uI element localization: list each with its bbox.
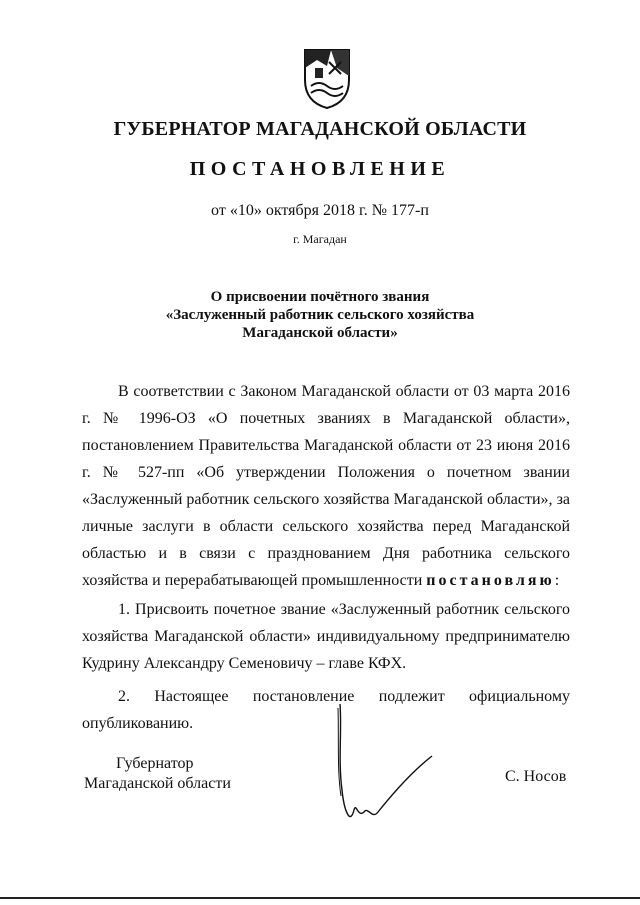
document-body	[82, 378, 570, 737]
paragraph-preamble	[82, 378, 570, 594]
preamble-text: В соответствии с Законом Магаданской области от 03 марта 2016 г. № 1996-ОЗ «О почетных званиях в Магаданской области», постановлением Правительства Магаданской области от 23 июня 2016 г. № 527-пп «Об утверждении Положения о почетном звании «Заслуженный работник сельского хозяйства Магаданской области», за личные заслуги в области сельского хозяйства перед Магаданской областью и в связи с празднованием Дня работника сельского хозяйства и перерабатывающей промышленности	[82, 383, 570, 589]
decree-word: постановляю	[426, 572, 555, 589]
signer-name: С. Носов	[505, 768, 567, 785]
page-title: ГУБЕРНАТОР МАГАДАНСКОЙ ОБЛАСТИ	[113, 118, 527, 140]
date-number: от «10» октября 2018 г. № 177-п	[211, 202, 429, 219]
paragraph-item-1: 1. Присвоить почетное звание «Заслуженный работник сельского хозяйства Магаданской области» индивидуальному предпринимателю Кудрину Александру Семеновичу – главе КФХ.	[82, 601, 570, 672]
handwritten-signature	[328, 700, 448, 840]
document-type: ПОСТАНОВЛЕНИЕ	[189, 158, 451, 180]
subject-line-3: Магаданской области»	[242, 325, 398, 341]
paragraph-item-2: 2. Настоящее постановление подлежит официальному опубликованию.	[82, 688, 570, 732]
coat-of-arms-icon	[301, 46, 353, 110]
signer-position-line-1: Губернатор	[116, 755, 194, 772]
signer-position	[84, 754, 231, 794]
city-label: г. Магадан	[293, 232, 347, 246]
subject-heading	[100, 288, 540, 342]
signer-position-line-2: Магаданской области	[84, 775, 231, 792]
subject-line-1: О присвоении почётного звания	[210, 289, 430, 305]
decree-colon: :	[554, 572, 560, 589]
subject-line-2: «Заслуженный работник сельского хозяйства	[165, 307, 475, 323]
page-bottom-border	[0, 897, 640, 899]
